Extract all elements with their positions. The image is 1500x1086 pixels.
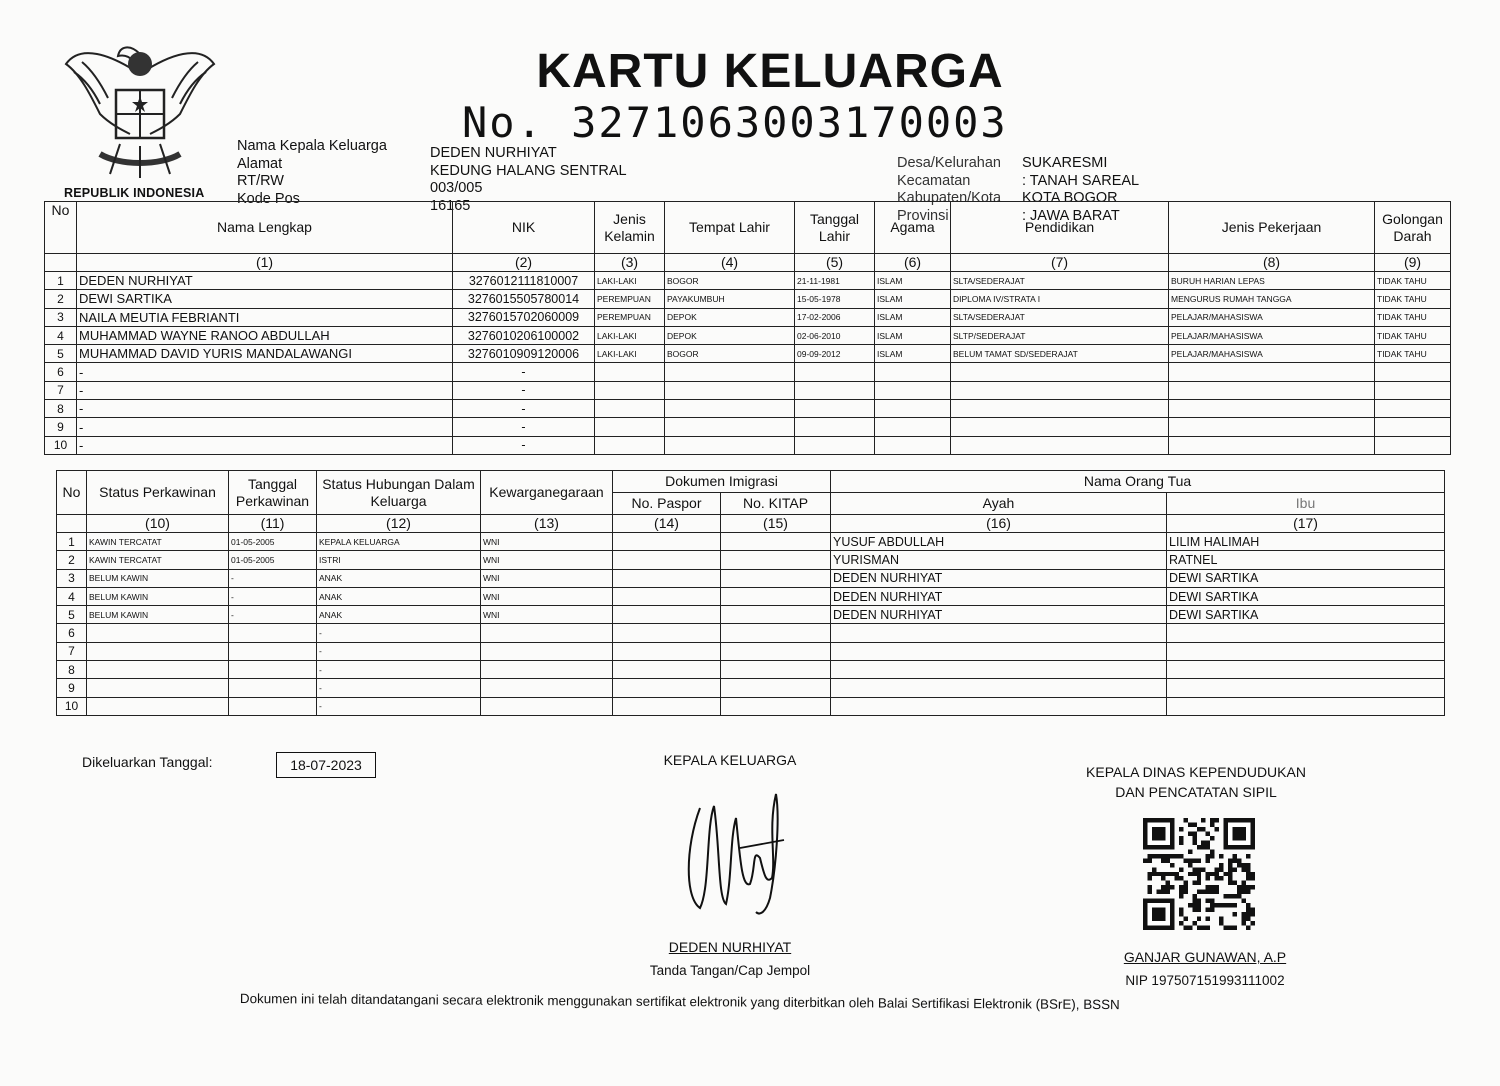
issued-date: 18-07-2023: [276, 752, 376, 778]
col-num-8: (8): [1169, 254, 1375, 272]
status-wn: [481, 642, 613, 660]
table-row: [45, 308, 1451, 326]
status-status: BELUM KAWIN: [87, 587, 229, 605]
member-nik: 3276015505780014: [453, 290, 595, 308]
value-district: : TANAH SAREAL: [1022, 172, 1140, 189]
col2-num-13: (13): [481, 515, 613, 533]
member-pendidikan: SLTP/SEDERAJAT: [951, 326, 1169, 344]
member-pendidikan: [951, 400, 1169, 418]
family-status-table: [56, 470, 1445, 716]
member-tempat: [665, 436, 795, 454]
status-hub: -: [317, 697, 481, 715]
status-ayah: DEDEN NURHIYAT: [831, 587, 1167, 605]
col2-dokumen-imigrasi: Dokumen Imigrasi: [613, 471, 831, 493]
table-row: [57, 587, 1445, 605]
member-pekerjaan: [1169, 418, 1375, 436]
col-agama: Agama: [875, 202, 951, 254]
member-agama: ISLAM: [875, 345, 951, 363]
label-address: Alamat: [237, 155, 283, 172]
col-jenis-pekerjaan: Jenis Pekerjaan: [1169, 202, 1375, 254]
member-agama: [875, 436, 951, 454]
status-paspor: [613, 569, 721, 587]
member-tgl: 02-06-2010: [795, 326, 875, 344]
label-village: Desa/Kelurahan: [897, 155, 1001, 171]
member-jk: [595, 418, 665, 436]
label-rt-rw: RT/RW: [237, 173, 284, 189]
table-row: [57, 624, 1445, 642]
status-ibu: [1167, 697, 1445, 715]
status-ayah: DEDEN NURHIYAT: [831, 606, 1167, 624]
status-kitap: [721, 587, 831, 605]
status-kitap: [721, 697, 831, 715]
member-pendidikan: DIPLOMA IV/STRATA I: [951, 290, 1169, 308]
status-ibu: [1167, 661, 1445, 679]
col-tanggal-lahir: Tanggal Lahir: [795, 202, 875, 254]
member-nama: -: [77, 400, 453, 418]
status-no: 7: [57, 642, 87, 660]
col2-status-perkawinan: Status Perkawinan: [87, 471, 229, 515]
member-pendidikan: SLTA/SEDERAJAT: [951, 272, 1169, 290]
kepala-keluarga-sub: Tanda Tangan/Cap Jempol: [649, 963, 811, 978]
col-nik: NIK: [453, 202, 595, 254]
col-num-7: (7): [951, 254, 1169, 272]
member-tempat: BOGOR: [665, 272, 795, 290]
status-hub: -: [317, 679, 481, 697]
status-paspor: [613, 624, 721, 642]
table-row: [57, 697, 1445, 715]
col2-kewarganegaraan: Kewarganegaraan: [481, 471, 613, 515]
member-tgl: 09-09-2012: [795, 345, 875, 363]
col2-num-11: (11): [229, 515, 317, 533]
member-tempat: [665, 381, 795, 399]
table-row: [57, 569, 1445, 587]
member-no: 6: [45, 363, 77, 381]
col-tempat-lahir: Tempat Lahir: [665, 202, 795, 254]
table-row: [45, 290, 1451, 308]
member-nama: MUHAMMAD DAVID YURIS MANDALAWANGI: [77, 345, 453, 363]
status-wn: WNI: [481, 551, 613, 569]
status-paspor: [613, 551, 721, 569]
status-kitap: [721, 661, 831, 679]
member-nik: -: [453, 400, 595, 418]
value-village: SUKARESMI: [1022, 155, 1108, 171]
members-table: [44, 201, 1451, 455]
member-tempat: BOGOR: [665, 345, 795, 363]
table-row: [45, 363, 1451, 381]
status-wn: [481, 679, 613, 697]
status-ayah: YUSUF ABDULLAH: [831, 533, 1167, 551]
table-row: [45, 326, 1451, 344]
member-pekerjaan: PELAJAR/MAHASISWA: [1169, 308, 1375, 326]
member-pendidikan: BELUM TAMAT SD/SEDERAJAT: [951, 345, 1169, 363]
member-agama: ISLAM: [875, 326, 951, 344]
kk-number: No. 3271063003170003: [462, 98, 1008, 147]
col-num-5: (5): [795, 254, 875, 272]
value-regency: KOTA BOGOR: [1022, 190, 1118, 206]
table-row: [57, 642, 1445, 660]
member-tgl: 21-11-1981: [795, 272, 875, 290]
status-status: [87, 661, 229, 679]
status-paspor: [613, 533, 721, 551]
member-pekerjaan: [1169, 436, 1375, 454]
status-kitap: [721, 569, 831, 587]
status-status: KAWIN TERCATAT: [87, 533, 229, 551]
republic-label: REPUBLIK INDONESIA: [64, 186, 205, 200]
value-rt-rw: 003/005: [430, 180, 483, 196]
status-ibu: RATNEL: [1167, 551, 1445, 569]
member-nik: 3276015702060009: [453, 308, 595, 326]
status-status: KAWIN TERCATAT: [87, 551, 229, 569]
member-nik: -: [453, 418, 595, 436]
status-paspor: [613, 642, 721, 660]
status-wn: WNI: [481, 569, 613, 587]
col2-num-17: (17): [1167, 515, 1445, 533]
status-hub: -: [317, 661, 481, 679]
status-paspor: [613, 587, 721, 605]
status-ibu: [1167, 624, 1445, 642]
status-status: [87, 624, 229, 642]
col2-num-15: (15): [721, 515, 831, 533]
status-no: 5: [57, 606, 87, 624]
status-ibu: DEWI SARTIKA: [1167, 606, 1445, 624]
table-row: [45, 381, 1451, 399]
status-ayah: [831, 661, 1167, 679]
member-pekerjaan: MENGURUS RUMAH TANGGA: [1169, 290, 1375, 308]
label-postal-code: Kode Pos: [237, 190, 300, 207]
member-no: 7: [45, 381, 77, 399]
member-goldar: TIDAK TAHU: [1375, 308, 1451, 326]
status-tgl: -: [229, 569, 317, 587]
member-tempat: [665, 400, 795, 418]
status-status: [87, 642, 229, 660]
member-agama: ISLAM: [875, 272, 951, 290]
member-nama: -: [77, 418, 453, 436]
table-row: [45, 418, 1451, 436]
issued-label: Dikeluarkan Tanggal:: [82, 754, 213, 770]
status-status: BELUM KAWIN: [87, 606, 229, 624]
member-goldar: [1375, 381, 1451, 399]
kepala-keluarga-label: KEPALA KELUARGA: [663, 752, 797, 768]
member-pekerjaan: [1169, 363, 1375, 381]
member-goldar: [1375, 363, 1451, 381]
status-hub: -: [317, 642, 481, 660]
status-no: 6: [57, 624, 87, 642]
member-pendidikan: SLTA/SEDERAJAT: [951, 308, 1169, 326]
status-tgl: [229, 697, 317, 715]
status-tgl: [229, 661, 317, 679]
member-goldar: TIDAK TAHU: [1375, 272, 1451, 290]
status-kitap: [721, 606, 831, 624]
member-agama: [875, 381, 951, 399]
kepala-keluarga-name: DEDEN NURHIYAT: [668, 939, 792, 955]
status-ayah: [831, 642, 1167, 660]
member-nik: 3276012111810007: [453, 272, 595, 290]
member-goldar: TIDAK TAHU: [1375, 290, 1451, 308]
member-pendidikan: [951, 381, 1169, 399]
member-agama: ISLAM: [875, 308, 951, 326]
status-status: [87, 697, 229, 715]
col2-num-10: (10): [87, 515, 229, 533]
status-ibu: LILIM HALIMAH: [1167, 533, 1445, 551]
member-tgl: [795, 418, 875, 436]
table-row: [57, 606, 1445, 624]
member-tgl: [795, 381, 875, 399]
member-jk: PEREMPUAN: [595, 308, 665, 326]
status-wn: WNI: [481, 606, 613, 624]
member-nama: -: [77, 363, 453, 381]
member-agama: [875, 400, 951, 418]
table-row: [57, 661, 1445, 679]
member-tempat: [665, 363, 795, 381]
member-nama: -: [77, 381, 453, 399]
member-goldar: [1375, 436, 1451, 454]
status-paspor: [613, 661, 721, 679]
status-tgl: -: [229, 587, 317, 605]
status-no: 9: [57, 679, 87, 697]
member-nama: MUHAMMAD WAYNE RANOO ABDULLAH: [77, 326, 453, 344]
member-pekerjaan: BURUH HARIAN LEPAS: [1169, 272, 1375, 290]
status-no: 10: [57, 697, 87, 715]
member-pekerjaan: PELAJAR/MAHASISWA: [1169, 326, 1375, 344]
document-title: KARTU KELUARGA: [536, 45, 1004, 98]
table-row: [45, 436, 1451, 454]
member-pendidikan: [951, 418, 1169, 436]
status-wn: WNI: [481, 587, 613, 605]
member-nik: -: [453, 381, 595, 399]
status-ibu: [1167, 642, 1445, 660]
value-province: : JAWA BARAT: [1022, 207, 1120, 224]
member-tempat: PAYAKUMBUH: [665, 290, 795, 308]
col2-ibu: Ibu: [1167, 493, 1445, 515]
label-regency: Kabupaten/Kota: [897, 190, 1002, 206]
col2-num-14: (14): [613, 515, 721, 533]
member-jk: [595, 400, 665, 418]
electronic-signature-disclaimer: Dokumen ini telah ditandatangani secara elektronik menggunakan sertifikat elektronik yang diterbitkan oleh Balai Sertifikasi Elektronik (BSrE), BSSN: [239, 991, 1120, 1013]
status-ayah: [831, 679, 1167, 697]
table-row: [45, 345, 1451, 363]
col2-ayah: Ayah: [831, 493, 1167, 515]
status-hub: ANAK: [317, 587, 481, 605]
status-wn: [481, 661, 613, 679]
member-no: 10: [45, 436, 77, 454]
member-agama: [875, 418, 951, 436]
status-wn: WNI: [481, 533, 613, 551]
col2-num-16: (16): [831, 515, 1167, 533]
member-tempat: DEPOK: [665, 326, 795, 344]
status-tgl: -: [229, 606, 317, 624]
col-no-num: [45, 254, 77, 272]
member-jk: LAKI-LAKI: [595, 345, 665, 363]
member-nama: DEDEN NURHIYAT: [77, 272, 453, 290]
status-ibu: DEWI SARTIKA: [1167, 569, 1445, 587]
member-pekerjaan: [1169, 381, 1375, 399]
col2-status-hubungan: Status Hubungan Dalam Keluarga: [317, 471, 481, 515]
member-tgl: 17-02-2006: [795, 308, 875, 326]
head-info-labels: [237, 138, 387, 208]
status-hub: -: [317, 624, 481, 642]
col2-num-12: (12): [317, 515, 481, 533]
status-tgl: [229, 642, 317, 660]
col2-no-num: [57, 515, 87, 533]
member-no: 4: [45, 326, 77, 344]
label-head-name: Nama Kepala Keluarga: [237, 138, 387, 154]
status-tgl: [229, 624, 317, 642]
member-tgl: [795, 436, 875, 454]
value-head-name: DEDEN NURHIYAT: [430, 145, 557, 161]
status-ayah: [831, 697, 1167, 715]
status-wn: [481, 624, 613, 642]
status-ayah: DEDEN NURHIYAT: [831, 569, 1167, 587]
status-hub: ANAK: [317, 569, 481, 587]
member-no: 1: [45, 272, 77, 290]
status-paspor: [613, 697, 721, 715]
member-goldar: [1375, 400, 1451, 418]
status-tgl: 01-05-2005: [229, 551, 317, 569]
member-goldar: TIDAK TAHU: [1375, 345, 1451, 363]
status-no: 1: [57, 533, 87, 551]
value-address: KEDUNG HALANG SENTRAL: [430, 162, 627, 179]
col-num-2: (2): [453, 254, 595, 272]
status-kitap: [721, 642, 831, 660]
status-hub: KEPALA KELUARGA: [317, 533, 481, 551]
member-goldar: TIDAK TAHU: [1375, 326, 1451, 344]
member-jk: LAKI-LAKI: [595, 326, 665, 344]
status-tgl: 01-05-2005: [229, 533, 317, 551]
status-paspor: [613, 606, 721, 624]
member-no: 8: [45, 400, 77, 418]
member-jk: [595, 381, 665, 399]
status-no: 3: [57, 569, 87, 587]
status-no: 2: [57, 551, 87, 569]
status-paspor: [613, 679, 721, 697]
member-no: 2: [45, 290, 77, 308]
status-tgl: [229, 679, 317, 697]
member-nik: 3276010909120006: [453, 345, 595, 363]
dinas-label-2: DAN PENCATATAN SIPIL: [1115, 784, 1277, 800]
member-nik: -: [453, 363, 595, 381]
col-no: No: [45, 202, 77, 254]
status-ayah: YURISMAN: [831, 551, 1167, 569]
member-nama: NAILA MEUTIA FEBRIANTI: [77, 308, 453, 326]
dinas-head-nip: NIP 197507151993111002: [1125, 973, 1285, 988]
status-kitap: [721, 624, 831, 642]
table-row: [45, 272, 1451, 290]
member-pendidikan: [951, 363, 1169, 381]
col2-no-kitap: No. KITAP: [721, 493, 831, 515]
label-province: Provinsi: [897, 207, 949, 224]
member-nik: -: [453, 436, 595, 454]
col2-no-paspor: No. Paspor: [613, 493, 721, 515]
col-num-6: (6): [875, 254, 951, 272]
member-jk: LAKI-LAKI: [595, 272, 665, 290]
col-nama-lengkap: Nama Lengkap: [77, 202, 453, 254]
table-row: [45, 400, 1451, 418]
status-hub: ISTRI: [317, 551, 481, 569]
member-nik: 3276010206100002: [453, 326, 595, 344]
col2-nama-orang-tua: Nama Orang Tua: [831, 471, 1445, 493]
dinas-head-name: GANJAR GUNAWAN, A.P: [1123, 949, 1287, 965]
status-kitap: [721, 533, 831, 551]
member-tgl: 15-05-1978: [795, 290, 875, 308]
member-nama: DEWI SARTIKA: [77, 290, 453, 308]
member-tgl: [795, 363, 875, 381]
table-row: [57, 533, 1445, 551]
dinas-label-1: KEPALA DINAS KEPENDUDUKAN: [1086, 764, 1306, 780]
member-jk: [595, 363, 665, 381]
member-tgl: [795, 400, 875, 418]
status-wn: [481, 697, 613, 715]
status-hub: ANAK: [317, 606, 481, 624]
member-agama: [875, 363, 951, 381]
member-jk: [595, 436, 665, 454]
status-ayah: [831, 624, 1167, 642]
member-nama: -: [77, 436, 453, 454]
qr-code-icon: [1142, 818, 1256, 930]
status-kitap: [721, 679, 831, 697]
col-pendidikan: Pendidikan: [951, 202, 1169, 254]
member-tempat: [665, 418, 795, 436]
col-num-4: (4): [665, 254, 795, 272]
member-pendidikan: [951, 436, 1169, 454]
member-no: 5: [45, 345, 77, 363]
col2-tanggal-perkawinan: Tanggal Perkawinan: [229, 471, 317, 515]
member-goldar: [1375, 418, 1451, 436]
value-postal-code: 16165: [430, 197, 471, 214]
label-district: Kecamatan: [897, 172, 971, 189]
table-row: [57, 551, 1445, 569]
member-agama: ISLAM: [875, 290, 951, 308]
status-status: BELUM KAWIN: [87, 569, 229, 587]
member-pekerjaan: [1169, 400, 1375, 418]
status-ibu: [1167, 679, 1445, 697]
col-num-1: (1): [77, 254, 453, 272]
status-kitap: [721, 551, 831, 569]
status-no: 8: [57, 661, 87, 679]
col-num-9: (9): [1375, 254, 1451, 272]
member-no: 3: [45, 308, 77, 326]
col-num-3: (3): [595, 254, 665, 272]
member-no: 9: [45, 418, 77, 436]
status-no: 4: [57, 587, 87, 605]
member-pekerjaan: PELAJAR/MAHASISWA: [1169, 345, 1375, 363]
status-ibu: DEWI SARTIKA: [1167, 587, 1445, 605]
status-status: [87, 679, 229, 697]
table-row: [57, 679, 1445, 697]
col2-no: No: [57, 471, 87, 515]
col-golongan-darah: Golongan Darah: [1375, 202, 1451, 254]
col-jenis-kelamin: Jenis Kelamin: [595, 202, 665, 254]
signature-image: [680, 788, 790, 918]
member-jk: PEREMPUAN: [595, 290, 665, 308]
member-tempat: DEPOK: [665, 308, 795, 326]
